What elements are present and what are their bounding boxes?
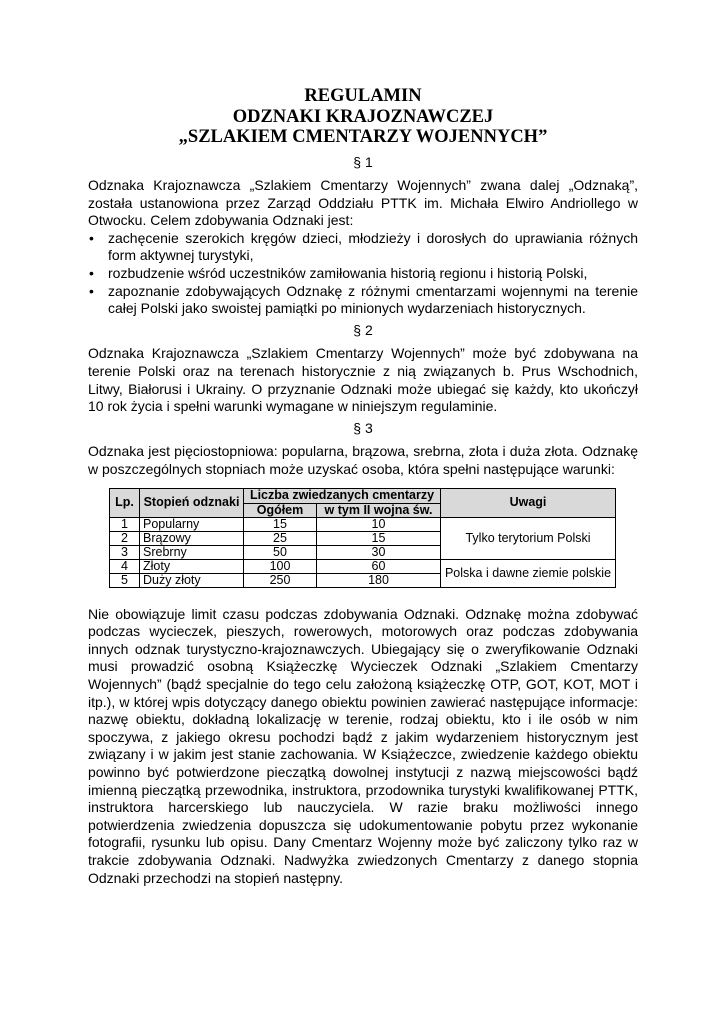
page-title: [88, 86, 638, 148]
document-page: [88, 86, 638, 887]
header-liczba: Liczba zwiedzanych cmentarzy: [244, 488, 441, 503]
section-1-mark: § 1: [353, 153, 373, 170]
title-line-2: ODZNAKI KRAJOZNAWCZEJ: [232, 106, 494, 127]
levels-table: [109, 488, 616, 588]
table-row: 4 Złoty 100 60 Polska i dawne ziemie polskie: [110, 559, 616, 573]
title-line-1: REGULAMIN: [304, 86, 422, 106]
bullet-icon: •: [89, 282, 94, 299]
table-row: 3 Srebrny 50 30: [110, 545, 616, 559]
header-ogolem: Ogółem: [244, 503, 317, 517]
table-row: 2 Brązowy 25 15: [110, 531, 616, 545]
bullet-icon: •: [89, 229, 94, 246]
section-3-mark: § 3: [353, 419, 373, 436]
list-item: • rozbudzenie wśród uczestników zamiłowania historią regionu i historią Polski,: [89, 265, 588, 282]
header-lp: Lp.: [110, 488, 140, 517]
header-wojna: w tym II wojna św.: [317, 503, 441, 517]
header-uwagi: Uwagi: [441, 488, 616, 517]
section-3-intro: Odznaka jest pięciostopniowa: popularna, brązowa, srebrna, złota i duża złota. Odznakę w poszczególnych stopniach może uzyskać osoba, która spełni następujące warunki:: [88, 443, 638, 477]
remark-poland-and-former: Polska i dawne ziemie polskie: [441, 559, 616, 587]
section-1-intro: Odznaka Krajoznawcza „Szlakiem Cmentarzy Wojennych” zwana dalej „Odznaką”, została ustanowiona przez Zarząd Oddziału PTTK im. Michała Elwiro Andriollego w Otwocku. Celem zdobywania Odznaki jest:: [88, 177, 638, 229]
goals-list: [88, 230, 638, 318]
section-2-text: Odznaka Krajoznawcza „Szlakiem Cmentarzy Wojennych” może być zdobywana na terenie Polski oraz na terenach historycznie z nią związanych b. Prus Wschodnich, Litwy, Białorusi i Ukrainy. O przyznanie Odznaki może ubiegać się każdy, kto ukończył 10 rok życia i spełni warunki wymagane w niniejszym regulaminie.: [88, 345, 638, 415]
remark-poland-only: Tylko terytorium Polski: [441, 517, 616, 559]
section-3-text: Nie obowiązuje limit czasu podczas zdobywania Odznaki. Odznakę można zdobywać podczas wycieczek, pieszych, rowerowych, motorowych oraz podczas zdobywania innych odznak turystyczno-krajoznawczych. Ubiegający się o zweryfikowanie Odznaki musi prowadzić osobną Książeczkę Wycieczek Odznaki „Szlakiem Cmentarzy Wojennych” (bądź specjalnie do tego celu założoną książeczkę OTP, GOT, KOT, MOT i itp.), w której wpis dotyczący danego obiektu powinien zawierać następujące informacje: nazwę obiektu, dokładną lokalizację w terenie, rodzaj obiektu, kto i ile osób w nim spoczywa, z jakiego okresu pochodzi bądź z jakim wydarzeniem historycznym jest związany i w jakim jest stanie zachowania. W Książeczce, zwiedzenie każdego obiektu powinno być potwierdzone pieczątką dowolnej instytucji z nazwą miejscowości bądź imienną pieczątką przewodnika, instruktora, przodownika turystyki kwalifikowanej PTTK, instruktora harcerskiego lub nauczyciela. W razie braku możliwości innego potwierdzenia zwiedzenia dopuszcza się udokumentowanie pobytu przez wykonanie fotografii, rysunku lub opisu. Dany Cmentarz Wojenny może być zaliczony tylko raz w trakcie zdobywania Odznaki. Nadwyżka zwiedzonych Cmentarzy z danego stopnia Odznaki przechodzi na stopień następny.: [88, 605, 638, 886]
header-stopien: Stopień odznaki: [140, 488, 244, 517]
table-row: 5 Duży złoty 250 180: [110, 573, 616, 587]
bullet-icon: •: [89, 265, 94, 282]
table-row: 1 Popularny 15 10 Tylko terytorium Polski: [110, 517, 616, 531]
list-item: • zapoznanie zdobywających Odznakę z różnymi cmentarzami wojennymi na terenie całej Polski jako swoistej pamiątki po minionych wydarzeniach historycznych.: [89, 282, 638, 317]
list-item: • zachęcenie szerokich kręgów dzieci, młodzieży i dorosłych do uprawiania różnych form aktywnej turystyki,: [89, 229, 638, 264]
section-2-mark: § 2: [353, 321, 373, 338]
title-line-3: „SZLAKIEM CMENTARZY WOJENNYCH”: [178, 127, 548, 147]
